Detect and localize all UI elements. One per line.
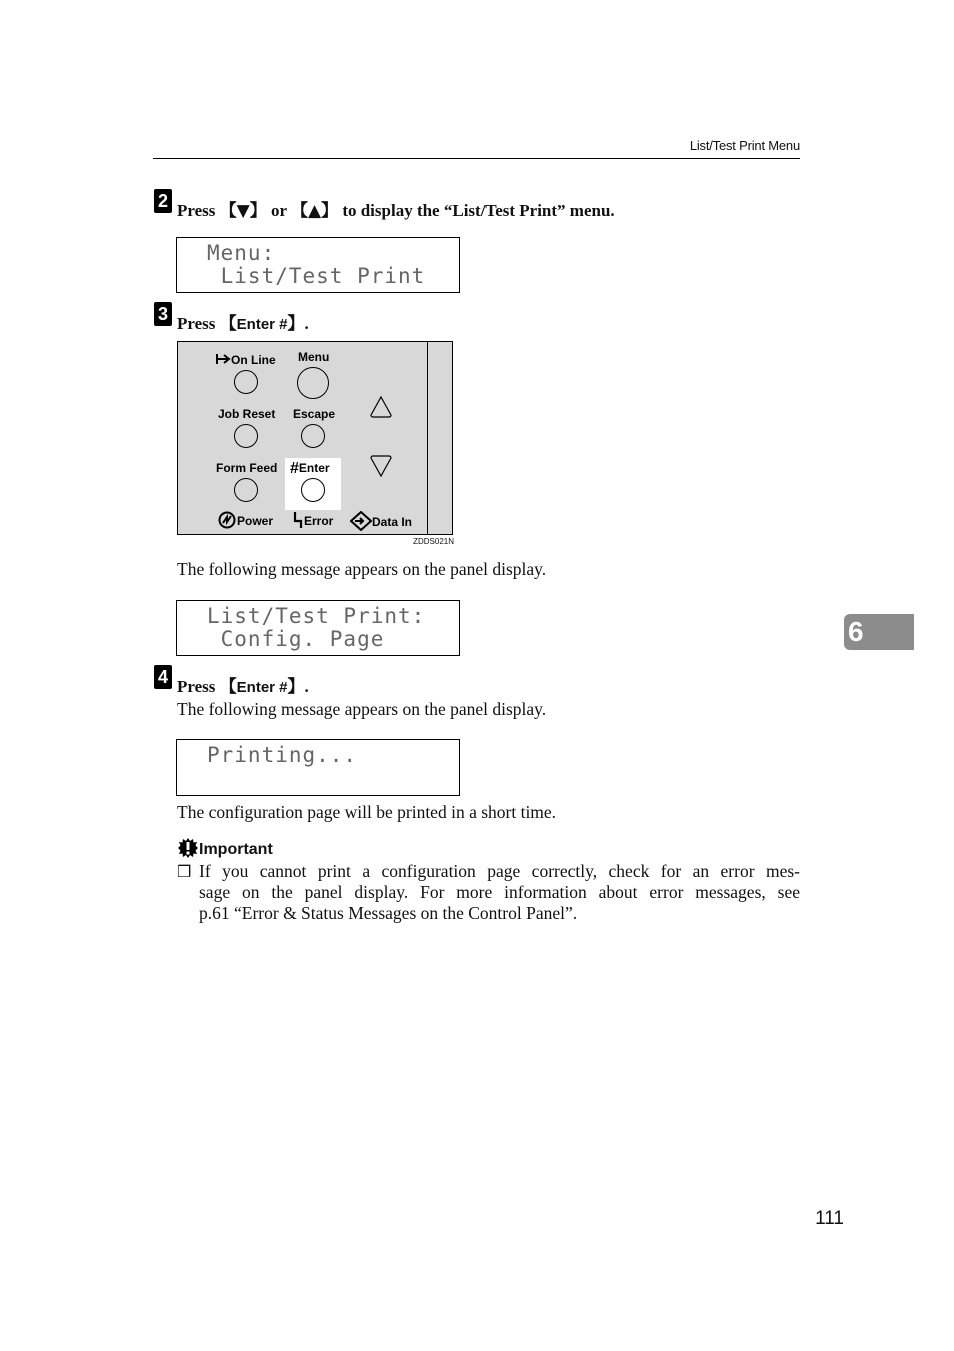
error-label: Error — [304, 514, 334, 528]
step-number-2: 2 — [154, 189, 172, 213]
step-number-3: 3 — [154, 302, 172, 326]
paragraph-config-printed: The configuration page will be printed in a short time. — [177, 802, 557, 822]
key-bracket-close: 】 — [249, 201, 267, 221]
key-bracket-open: 【 — [219, 201, 237, 221]
lcd-line-1: Printing... — [207, 743, 358, 767]
lcd-printing-display — [176, 739, 460, 796]
power-icon — [217, 511, 237, 529]
escape-label: Escape — [293, 407, 336, 421]
key-bracket-close: 】 — [321, 201, 339, 221]
step-3-pre: Press — [177, 314, 220, 333]
step-number-4: 4 — [154, 665, 172, 689]
important-note — [199, 861, 800, 924]
key-bracket-close: 】 — [287, 677, 305, 697]
chapter-tab: 6 — [844, 614, 914, 650]
important-heading — [177, 837, 273, 859]
panel-edge-line — [427, 341, 428, 535]
paragraph-following-2: The following message appears on the panel display. — [177, 699, 547, 719]
escape-button[interactable] — [301, 424, 325, 448]
lcd-menu-display — [176, 237, 460, 293]
online-button[interactable] — [234, 370, 258, 394]
lcd-line-2: Config. Page — [207, 627, 385, 651]
step-3-post: . — [304, 314, 309, 333]
lcd-line-2: List/Test Print — [207, 264, 426, 288]
figure-code: ZDDS021N — [413, 537, 454, 546]
menu-button[interactable] — [297, 367, 329, 399]
online-label — [216, 353, 276, 367]
step-4-pre: Press — [177, 677, 220, 696]
note-line-3: p.61 “Error & Status Messages on the Control Panel”. — [199, 903, 578, 923]
lcd-line-1: Menu: — [207, 241, 276, 265]
note-line-2: sage on the panel display. For more information about error messages, see — [199, 882, 800, 902]
paragraph-following-1: The following message appears on the panel display. — [177, 559, 547, 579]
enter-key-name: Enter # — [236, 316, 288, 333]
error-icon — [293, 511, 304, 529]
data-in-label: Data In — [372, 515, 413, 529]
key-bracket-close: 】 — [287, 314, 305, 334]
down-key-icon[interactable] — [369, 454, 393, 478]
important-icon — [177, 837, 199, 859]
key-bracket-open: 【 — [290, 201, 308, 221]
down-arrow-key: ▼ — [236, 201, 250, 221]
enter-key-name: Enter # — [236, 679, 288, 696]
data-in-icon — [350, 511, 372, 531]
running-header: List/Test Print Menu — [689, 138, 800, 153]
job-reset-button[interactable] — [234, 424, 258, 448]
enter-label — [290, 460, 330, 478]
lcd-line-1: List/Test Print: — [207, 604, 426, 628]
step-4-post: . — [304, 677, 309, 696]
page-number: 111 — [815, 1208, 844, 1229]
data-in-indicator — [350, 511, 412, 531]
up-arrow-key: ▲ — [307, 201, 322, 221]
key-bracket-open: 【 — [219, 677, 237, 697]
error-indicator — [293, 511, 333, 529]
step-2-post: to display the “List/Test Print” menu. — [338, 201, 615, 220]
power-indicator — [217, 511, 273, 529]
power-label: Power — [237, 514, 274, 528]
menu-label: Menu — [298, 350, 330, 364]
header-rule — [153, 158, 800, 159]
lcd-config-display — [176, 600, 460, 656]
form-feed-button[interactable] — [234, 478, 258, 502]
hash-icon: # — [290, 460, 299, 477]
key-bracket-open: 【 — [219, 314, 237, 334]
note-line-1: If you cannot print a configuration page correctly, check for an error mes- — [199, 861, 800, 881]
step-2-mid: or — [266, 201, 291, 220]
step-2-pre: Press — [177, 201, 220, 220]
important-title: Important — [199, 841, 273, 858]
step-3-text — [177, 309, 309, 334]
online-label-text: On Line — [231, 353, 276, 367]
form-feed-label: Form Feed — [216, 461, 278, 475]
step-2-text — [177, 196, 615, 221]
job-reset-label: Job Reset — [218, 407, 276, 421]
up-key-icon[interactable] — [369, 395, 393, 419]
enter-button[interactable] — [301, 478, 325, 502]
enter-label-text: Enter — [298, 461, 330, 475]
step-4-text — [177, 672, 309, 697]
online-arrow-icon — [216, 353, 231, 365]
checkbox-icon: ❒ — [177, 862, 192, 881]
